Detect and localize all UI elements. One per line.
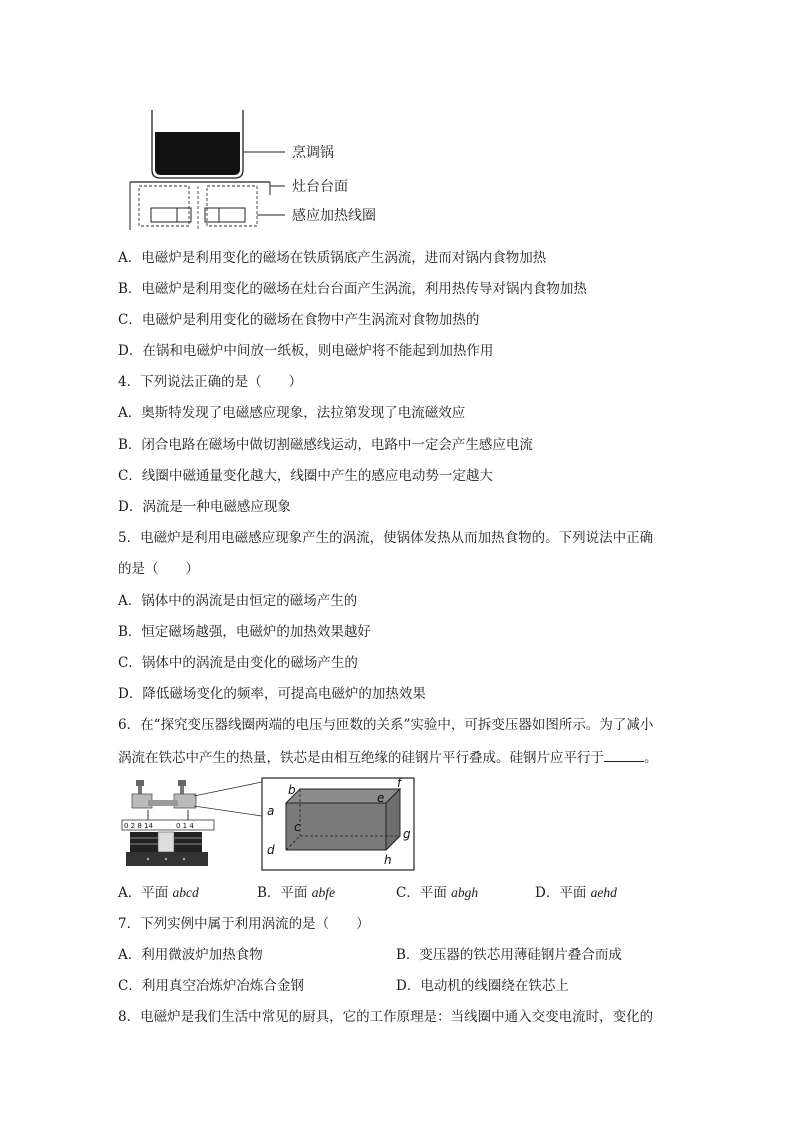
vertex-h: h bbox=[384, 853, 392, 867]
vertex-c: c bbox=[294, 820, 301, 834]
right-coil bbox=[174, 832, 202, 852]
q6-option-c: C．平面 abgh bbox=[396, 885, 479, 901]
label-stove: 灶台台面 bbox=[292, 179, 348, 195]
scale-label-right: 0 1 4 bbox=[176, 822, 194, 830]
q6-option-a: A．平面 abcd bbox=[118, 885, 199, 901]
vertex-a: a bbox=[267, 804, 275, 818]
q7-stem: 7．下列实例中属于利用涡流的是（ ） bbox=[118, 916, 370, 932]
coil-left bbox=[151, 208, 191, 222]
induction-cooker-diagram bbox=[125, 100, 405, 230]
q6-option-b: B．平面 abfe bbox=[257, 885, 335, 901]
q6-stem-line1: 6．在“探究变压器线圈两端的电压与匝数的关系”实验中，可拆变压器如图所示。为了减小 bbox=[118, 717, 654, 733]
q5-option-d: D．降低磁场变化的频率，可提高电磁炉的加热效果 bbox=[118, 686, 426, 702]
pot-food bbox=[155, 132, 240, 175]
q7-option-c: C．利用真空冶炼炉冶炼合金钢 bbox=[118, 978, 304, 994]
vertex-d: d bbox=[267, 843, 275, 857]
field-region-left bbox=[139, 186, 189, 226]
coil-right bbox=[205, 208, 245, 222]
q4-option-c: C．线圈中磁通量变化越大，线圈中产生的感应电动势一定越大 bbox=[118, 468, 493, 484]
q6-stem-end: 。 bbox=[644, 750, 658, 766]
transformer-diagram bbox=[118, 776, 418, 872]
q5-option-b: B．恒定磁场越强，电磁炉的加热效果越好 bbox=[118, 624, 371, 640]
vertex-b: b bbox=[288, 783, 296, 797]
q4-option-d: D．涡流是一种电磁感应现象 bbox=[118, 499, 291, 515]
vertex-f: f bbox=[397, 776, 402, 790]
q6-answer-blank[interactable] bbox=[604, 748, 644, 762]
q7-option-d: D．电动机的线圈绕在铁芯上 bbox=[396, 978, 569, 994]
q5-stem-line2: 的是（ ） bbox=[118, 561, 199, 577]
q4-option-b: B．闭合电路在磁场中做切割磁感线运动，电路中一定会产生感应电流 bbox=[118, 437, 533, 453]
q5-option-c: C．锅体中的涡流是由变化的磁场产生的 bbox=[118, 655, 358, 671]
label-pot: 烹调锅 bbox=[292, 145, 334, 161]
q3-option-a: A．电磁炉是利用变化的磁场在铁质锅底产生涡流，进而对锅内食物加热 bbox=[118, 250, 547, 266]
q5-option-a: A．锅体中的涡流是由恒定的磁场产生的 bbox=[118, 593, 358, 609]
q5-stem-line1: 5．电磁炉是利用电磁感应现象产生的涡流，使锅体发热从而加热食物的。下列说法中正确 bbox=[118, 530, 654, 546]
q3-option-c: C．电磁炉是利用变化的磁场在食物中产生涡流对食物加热的 bbox=[118, 312, 480, 328]
q6-stem-line2 bbox=[118, 748, 658, 767]
q4-stem: 4．下列说法正确的是（ ） bbox=[118, 374, 303, 390]
label-coil: 感应加热线圈 bbox=[292, 208, 376, 224]
q6-stem-line2-text: 涡流在铁芯中产生的热量，铁芯是由相互绝缘的硅钢片平行叠成。硅钢片应平行于 bbox=[118, 750, 604, 766]
vertex-g: g bbox=[403, 827, 411, 841]
field-region-right bbox=[207, 186, 257, 226]
q3-option-b: B．电磁炉是利用变化的磁场在灶台台面产生涡流，利用热传导对锅内食物加热 bbox=[118, 281, 587, 297]
q6-option-d: D．平面 aehd bbox=[535, 885, 617, 901]
q7-option-a: A．利用微波炉加热食物 bbox=[118, 947, 263, 963]
core-front-face bbox=[286, 803, 386, 850]
q3-option-d: D．在锅和电磁炉中间放一纸板，则电磁炉将不能起到加热作用 bbox=[118, 343, 494, 359]
q4-option-a: A．奥斯特发现了电磁感应现象，法拉第发现了电流磁效应 bbox=[118, 405, 466, 421]
q7-option-b: B．变压器的铁芯用薄硅钢片叠合而成 bbox=[396, 947, 622, 963]
vertex-e: e bbox=[377, 791, 385, 805]
q8-stem-line1: 8．电磁炉是我们生活中常见的厨具，它的工作原理是：当线圈中通入交变电流时，变化的 bbox=[118, 1009, 654, 1025]
left-coil bbox=[130, 832, 158, 852]
scale-label-left: 0 2 8 14 bbox=[124, 822, 153, 830]
